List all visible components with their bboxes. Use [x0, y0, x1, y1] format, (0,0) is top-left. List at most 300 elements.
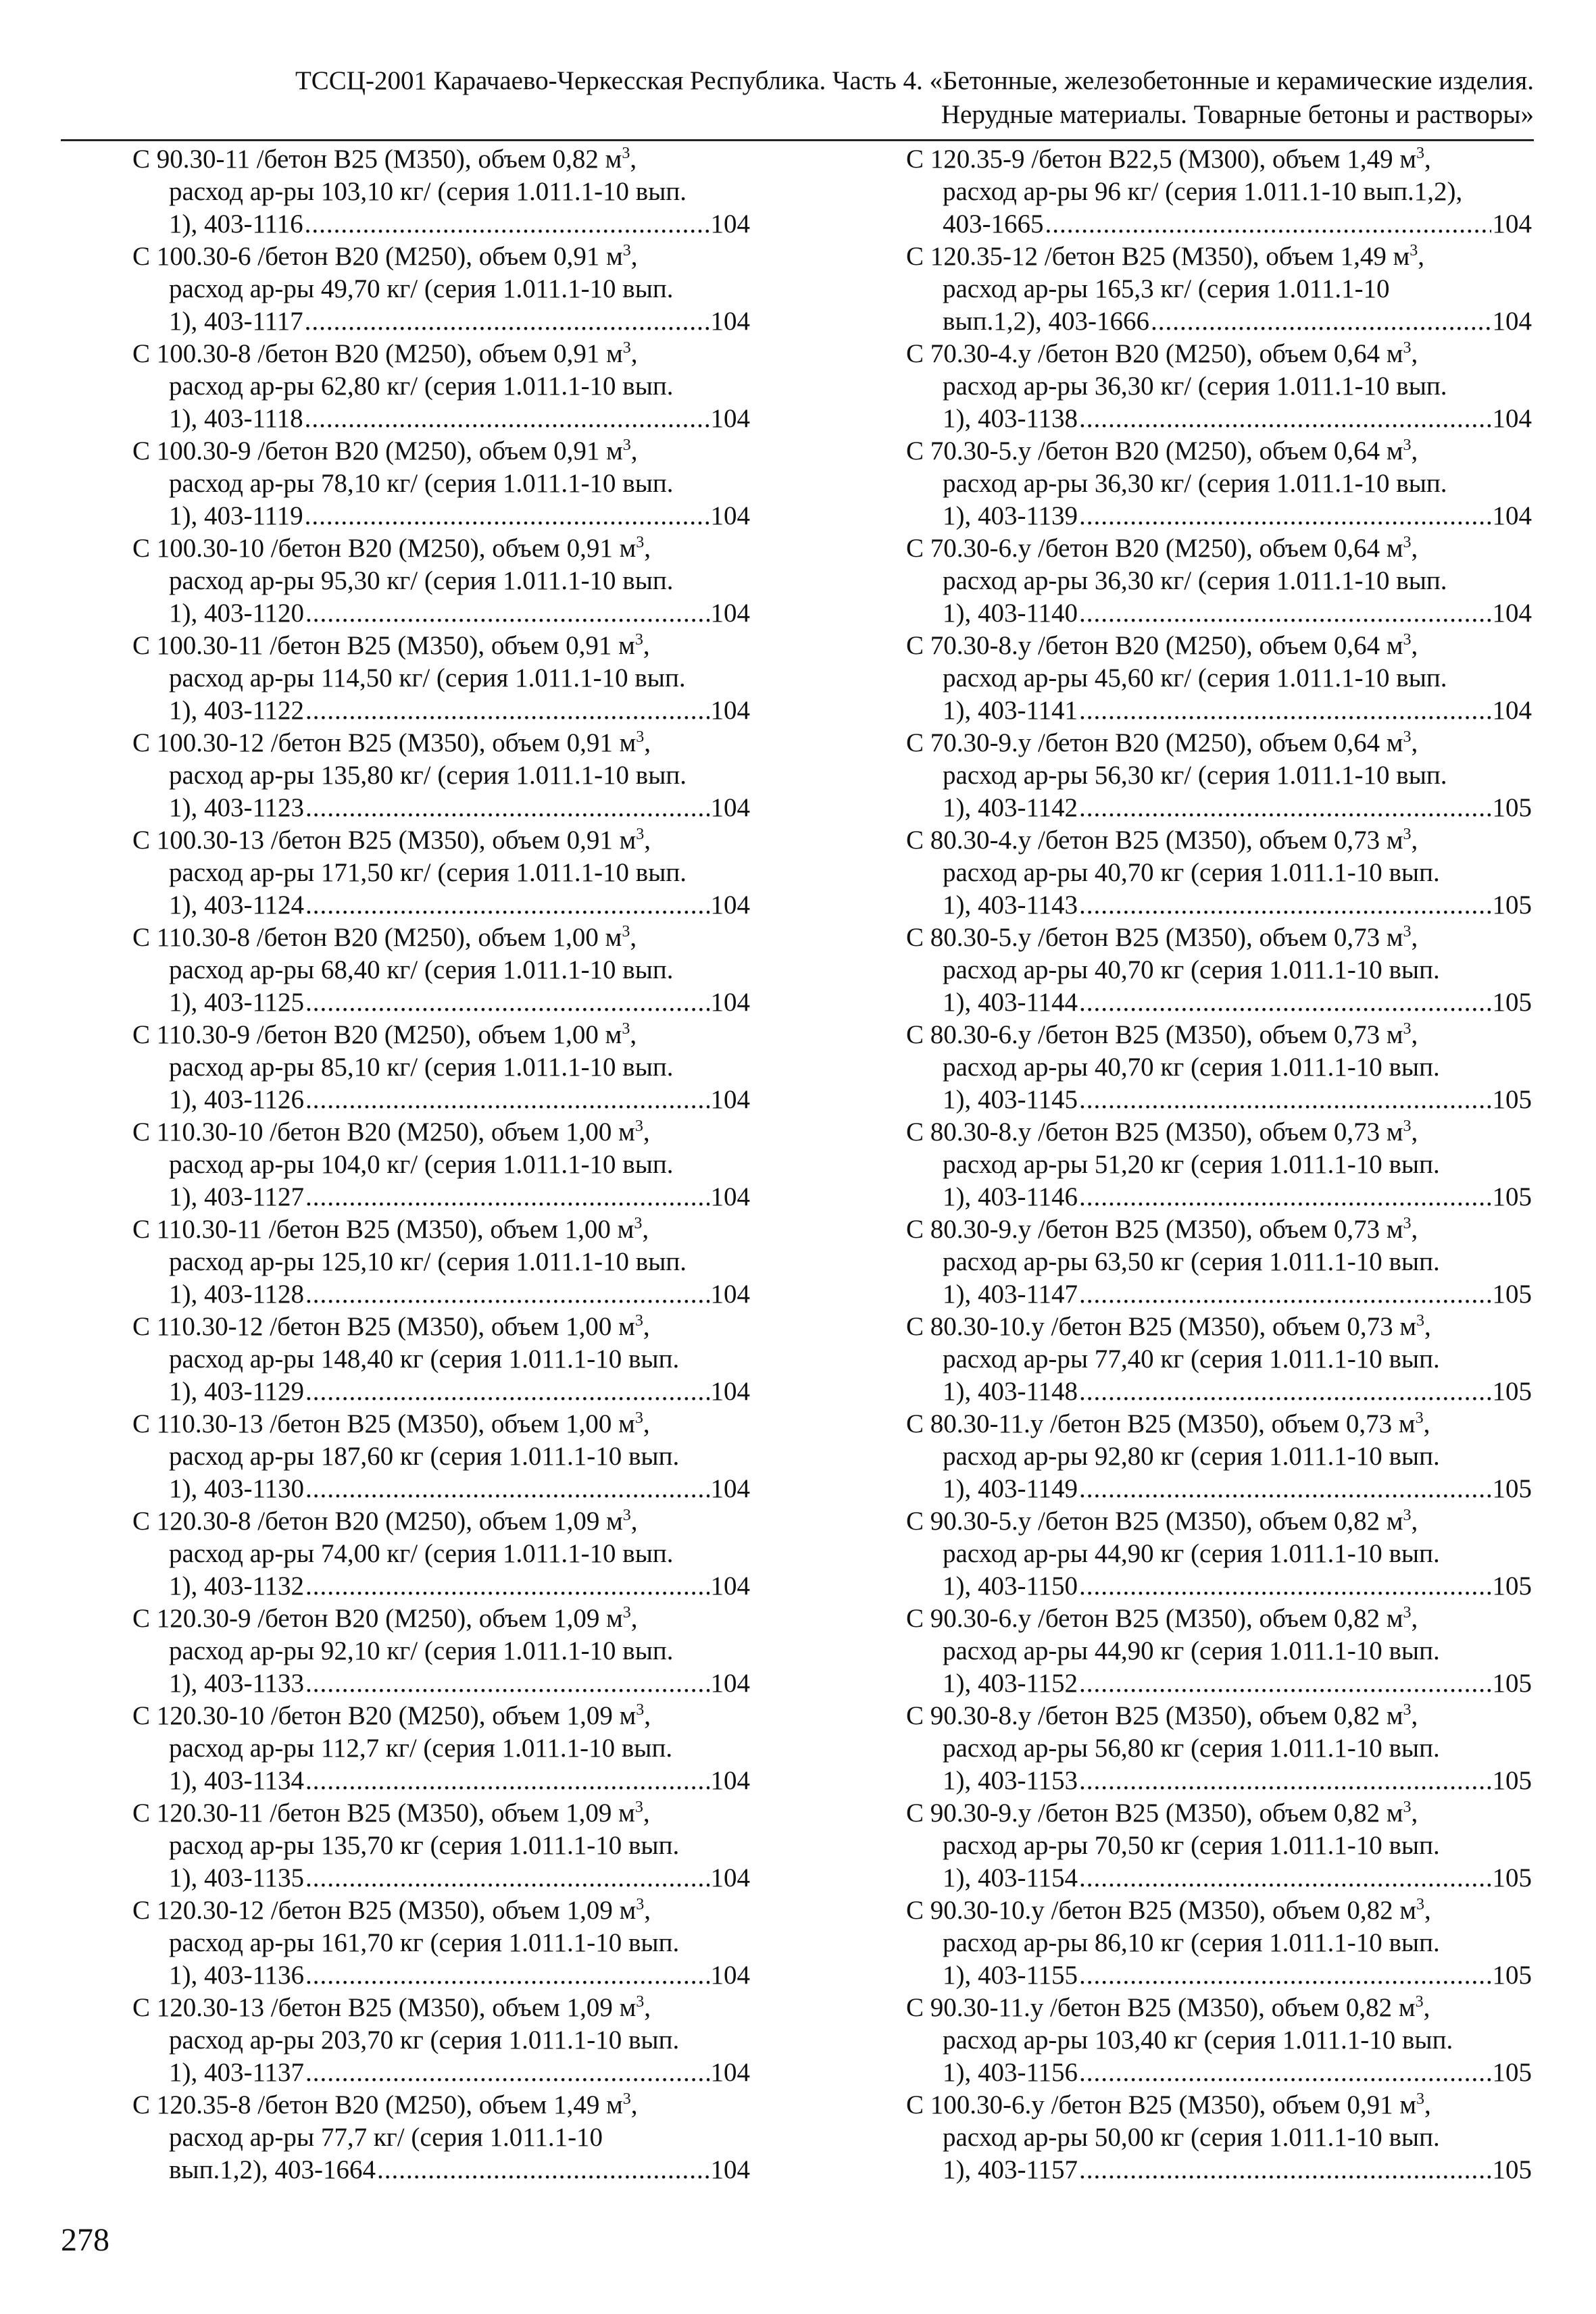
entry-reference-line: [132, 597, 750, 630]
index-entry: [132, 1700, 750, 1797]
entry-code: 1), 403-1118: [169, 404, 303, 433]
entry-title-tail: ,: [1411, 631, 1418, 660]
entry-title-text: С 100.30-11 /бетон В25 (М350), объем 0,91 м: [132, 631, 635, 660]
entry-title-tail: ,: [644, 728, 651, 757]
index-entry: [906, 1992, 1532, 2089]
index-entry: [132, 1603, 750, 1700]
entry-consumption: расход ар-ры 62,80 кг/ (серия 1.011.1-10 вып.: [169, 372, 674, 401]
entry-page-number: 104: [710, 404, 750, 433]
entry-title: [132, 1019, 750, 1051]
cubic-superscript: 3: [1415, 1993, 1424, 2011]
entry-consumption: расход ар-ры 45,60 кг/ (серия 1.011.1-10 вып.: [943, 663, 1447, 693]
entry-title: [906, 1505, 1532, 1538]
cubic-superscript: 3: [1403, 1215, 1412, 1232]
dot-leader: [1079, 1862, 1491, 1894]
entry-title-tail: ,: [1424, 1312, 1431, 1341]
entry-title-tail: ,: [630, 145, 637, 174]
entry-code: вып.1,2), 403-1664: [169, 2155, 376, 2184]
entry-page-number: 104: [710, 209, 750, 238]
entry-reference-line: [132, 305, 750, 338]
cubic-superscript: 3: [1416, 1312, 1424, 1330]
dot-leader: [305, 305, 709, 338]
entry-reference-line: [906, 500, 1532, 532]
index-entry: [132, 1311, 750, 1408]
dot-leader: [1079, 597, 1491, 630]
index-entry: [132, 241, 750, 338]
entry-title: [906, 1603, 1532, 1635]
entry-reference-line: [906, 1959, 1532, 1992]
entry-consumption: расход ар-ры 68,40 кг/ (серия 1.011.1-10 вып.: [169, 955, 674, 984]
entry-page-number: 105: [1492, 1571, 1532, 1601]
entry-code: 403-1665: [943, 209, 1044, 238]
dot-leader: [305, 1570, 709, 1603]
entry-consumption: расход ар-ры 92,80 кг (серия 1.011.1-10 вып.: [943, 1442, 1440, 1471]
entry-reference-line: [132, 2057, 750, 2089]
dot-leader: [1079, 792, 1491, 824]
entry-code: 1), 403-1149: [943, 1474, 1078, 1503]
entry-consumption: расход ар-ры 148,40 кг (серия 1.011.1-10 вып.: [169, 1344, 680, 1374]
index-entry: [906, 1408, 1532, 1505]
entry-consumption: расход ар-ры 161,70 кг (серия 1.011.1-10 вып.: [169, 1928, 680, 1957]
entry-page-number: 104: [1492, 404, 1532, 433]
index-entry: [132, 1116, 750, 1213]
entry-reference-line: [132, 1278, 750, 1311]
index-entry: [132, 143, 750, 241]
dot-leader: [305, 1181, 709, 1213]
cubic-superscript: 3: [1403, 826, 1412, 843]
entry-page-number: 104: [710, 1571, 750, 1601]
entry-page-number: 104: [710, 1863, 750, 1892]
entry-code: 1), 403-1143: [943, 890, 1078, 920]
dot-leader: [1079, 986, 1491, 1019]
dot-leader: [1151, 305, 1491, 338]
entry-title-tail: ,: [630, 2090, 638, 2119]
entry-page-number: 104: [710, 1280, 750, 1309]
entry-consumption: расход ар-ры 56,30 кг/ (серия 1.011.1-10 вып.: [943, 761, 1447, 790]
entry-title-tail: ,: [1411, 436, 1418, 466]
entry-code: 1), 403-1132: [169, 1571, 305, 1601]
index-entry: [132, 2089, 750, 2186]
cubic-superscript: 3: [1403, 1604, 1412, 1621]
entry-title: [906, 1992, 1532, 2024]
cubic-superscript: 3: [622, 923, 630, 940]
index-entry: [906, 2089, 1532, 2186]
entry-title-text: С 90.30-6.у /бетон В25 (М350), объем 0,82 м: [906, 1604, 1403, 1633]
entry-title: [906, 1311, 1532, 1343]
index-entry: [906, 1505, 1532, 1603]
header-divider: [61, 139, 1534, 141]
entry-reference-line: [132, 1959, 750, 1992]
cubic-superscript: 3: [636, 1993, 645, 2011]
entry-page-number: 104: [710, 1377, 750, 1406]
page-number: 278: [61, 2222, 109, 2258]
entry-code: 1), 403-1120: [169, 599, 305, 628]
cubic-superscript: 3: [634, 1215, 643, 1232]
entry-title-tail: ,: [644, 1701, 651, 1730]
entry-code: 1), 403-1142: [943, 793, 1078, 822]
cubic-superscript: 3: [1416, 2090, 1424, 2108]
index-entry: [132, 1505, 750, 1603]
cubic-superscript: 3: [1416, 1896, 1424, 1913]
entry-code: 1), 403-1140: [943, 599, 1078, 628]
entry-title: [132, 1894, 750, 1927]
entry-consumption: расход ар-ры 104,0 кг/ (серия 1.011.1-10 вып.: [169, 1150, 674, 1179]
entry-code: 1), 403-1145: [943, 1085, 1078, 1114]
entry-code: 1), 403-1129: [169, 1377, 305, 1406]
entry-title-tail: ,: [630, 1604, 638, 1633]
cubic-superscript: 3: [634, 631, 643, 649]
dot-leader: [305, 986, 709, 1019]
entry-code: 1), 403-1130: [169, 1474, 305, 1503]
index-entry: [906, 630, 1532, 727]
entry-reference-line: [906, 1376, 1532, 1408]
cubic-superscript: 3: [622, 2090, 631, 2108]
cubic-superscript: 3: [622, 436, 631, 454]
dot-leader: [1079, 1473, 1491, 1505]
entry-consumption: расход ар-ры 44,90 кг (серия 1.011.1-10 вып.: [943, 1636, 1440, 1665]
cubic-superscript: 3: [636, 1896, 645, 1913]
entry-consumption: расход ар-ры 44,90 кг (серия 1.011.1-10 вып.: [943, 1539, 1440, 1568]
entry-page-number: 104: [710, 1961, 750, 1990]
entry-title-tail: ,: [630, 242, 638, 271]
entry-page-number: 104: [1492, 501, 1532, 530]
entry-reference-line: [906, 792, 1532, 824]
cubic-superscript: 3: [622, 1604, 631, 1621]
entry-title-tail: ,: [1423, 1993, 1430, 2022]
entry-title: [906, 1700, 1532, 1732]
entry-reference-line: [132, 1667, 750, 1700]
cubic-superscript: 3: [622, 1020, 630, 1038]
entry-reference-line: [132, 1570, 750, 1603]
dot-leader: [305, 1862, 709, 1894]
entry-consumption: расход ар-ры 114,50 кг/ (серия 1.011.1-10 вып.: [169, 663, 686, 693]
entry-code: 1), 403-1125: [169, 988, 305, 1017]
entry-code: 1), 403-1128: [169, 1280, 305, 1309]
entry-title-text: С 90.30-11 /бетон В25 (М350), объем 0,82 м: [132, 145, 622, 174]
entry-title: [906, 241, 1532, 273]
cubic-superscript: 3: [1403, 1799, 1412, 1816]
entry-consumption: расход ар-ры 70,50 кг (серия 1.011.1-10 вып.: [943, 1831, 1440, 1860]
index-entry: [132, 435, 750, 532]
entry-page-number: 104: [1492, 599, 1532, 628]
dot-leader: [1045, 208, 1491, 241]
index-entry: [906, 1797, 1532, 1894]
entry-reference-line: [132, 792, 750, 824]
index-entry: [906, 1311, 1532, 1408]
entry-code: 1), 403-1141: [943, 696, 1078, 725]
entry-page-number: 104: [710, 501, 750, 530]
entry-page-number: 105: [1492, 1863, 1532, 1892]
entry-title-text: С 80.30-6.у /бетон В25 (М350), объем 0,73 м: [906, 1020, 1403, 1049]
entry-title-text: С 80.30-8.у /бетон В25 (М350), объем 0,73 м: [906, 1117, 1403, 1147]
cubic-superscript: 3: [634, 1799, 643, 1816]
entry-title-tail: ,: [1411, 534, 1418, 563]
entry-consumption: расход ар-ры 92,10 кг/ (серия 1.011.1-10 вып.: [169, 1636, 674, 1665]
entry-title-tail: ,: [1411, 1799, 1418, 1828]
entry-title: [906, 824, 1532, 857]
index-entry: [132, 630, 750, 727]
entry-title-text: С 100.30-8 /бетон В20 (М250), объем 0,91 м: [132, 339, 623, 368]
entry-title: [906, 143, 1532, 176]
index-entry: [132, 338, 750, 435]
cubic-superscript: 3: [1410, 242, 1418, 259]
entry-reference-line: [132, 208, 750, 241]
entry-page-number: 105: [1492, 1182, 1532, 1211]
index-entry: [906, 1019, 1532, 1116]
entry-consumption: расход ар-ры 85,10 кг/ (серия 1.011.1-10 вып.: [169, 1053, 674, 1082]
index-entry: [132, 1019, 750, 1116]
entry-title-text: С 120.35-8 /бетон В20 (М250), объем 1,49 м: [132, 2090, 623, 2119]
entry-title: [132, 824, 750, 857]
entry-page-number: 105: [1492, 1474, 1532, 1503]
dot-leader: [377, 2154, 709, 2186]
entry-title-text: С 90.30-9.у /бетон В25 (М350), объем 0,82 м: [906, 1799, 1403, 1828]
entry-title-tail: ,: [630, 339, 638, 368]
entry-reference-line: [132, 1084, 750, 1116]
entry-consumption: расход ар-ры 36,30 кг/ (серия 1.011.1-10 вып.: [943, 372, 1447, 401]
entry-page-number: 105: [1492, 1766, 1532, 1795]
entry-page-number: 104: [710, 793, 750, 822]
entry-page-number: 105: [1492, 1669, 1532, 1698]
index-column-left: [132, 143, 750, 2186]
entry-title-text: С 100.30-12 /бетон В25 (М350), объем 0,91 м: [132, 728, 637, 757]
entry-reference-line: [132, 1765, 750, 1797]
entry-page-number: 104: [1492, 307, 1532, 336]
entry-reference-line: [906, 1473, 1532, 1505]
entry-consumption: расход ар-ры 40,70 кг (серия 1.011.1-10 вып.: [943, 1053, 1440, 1082]
cubic-superscript: 3: [1416, 145, 1424, 162]
entry-title-tail: ,: [1411, 1507, 1418, 1536]
entry-title: [132, 241, 750, 273]
entry-title: [906, 532, 1532, 565]
entry-title-text: С 70.30-8.у /бетон В20 (М250), объем 0,64 м: [906, 631, 1403, 660]
entry-code: 1), 403-1136: [169, 1961, 305, 1990]
entry-title-tail: ,: [1411, 339, 1418, 368]
entry-reference-line: [906, 1278, 1532, 1311]
cubic-superscript: 3: [1403, 631, 1412, 649]
entry-title: [132, 1408, 750, 1440]
dot-leader: [1079, 403, 1491, 435]
entry-title-tail: ,: [1424, 1896, 1431, 1925]
entry-code: 1), 403-1124: [169, 890, 305, 920]
entry-consumption: расход ар-ры 40,70 кг (серия 1.011.1-10 вып.: [943, 955, 1440, 984]
entry-consumption: расход ар-ры 77,7 кг/ (серия 1.011.1-10: [169, 2123, 603, 2152]
cubic-superscript: 3: [1415, 1409, 1424, 1427]
entry-title-text: С 110.30-10 /бетон В20 (М250), объем 1,00 м: [132, 1117, 635, 1147]
entry-reference-line: [906, 208, 1532, 241]
entry-title-tail: ,: [1411, 1020, 1418, 1049]
entry-code: 1), 403-1135: [169, 1863, 305, 1892]
entry-title-tail: ,: [1424, 2090, 1431, 2119]
entry-title: [906, 727, 1532, 759]
entry-title-tail: ,: [643, 1799, 650, 1828]
entry-consumption: расход ар-ры 86,10 кг (серия 1.011.1-10 вып.: [943, 1928, 1440, 1957]
entry-title-tail: ,: [642, 1215, 649, 1244]
entry-reference-line: [132, 695, 750, 727]
cubic-superscript: 3: [636, 1701, 645, 1719]
entry-code: 1), 403-1156: [943, 2058, 1078, 2087]
entry-title-tail: ,: [1411, 1117, 1418, 1147]
entry-code: 1), 403-1154: [943, 1863, 1078, 1892]
entry-code: 1), 403-1139: [943, 501, 1078, 530]
index-entry: [906, 143, 1532, 241]
index-entry: [906, 1213, 1532, 1311]
entry-title-text: С 120.30-10 /бетон В20 (М250), объем 1,09 м: [132, 1701, 637, 1730]
entry-title-text: С 90.30-5.у /бетон В25 (М350), объем 0,82 м: [906, 1507, 1403, 1536]
entry-reference-line: [906, 305, 1532, 338]
entry-code: 1), 403-1146: [943, 1182, 1078, 1211]
page-header: [61, 64, 1534, 132]
entry-title-tail: ,: [1411, 826, 1418, 855]
cubic-superscript: 3: [636, 826, 645, 843]
entry-title-text: С 120.30-11 /бетон В25 (М350), объем 1,09 м: [132, 1799, 635, 1828]
index-entry: [132, 824, 750, 922]
entry-page-number: 104: [710, 1182, 750, 1211]
entry-title-tail: ,: [1418, 242, 1424, 271]
dot-leader: [1079, 500, 1491, 532]
dot-leader: [1079, 1570, 1491, 1603]
entry-consumption: расход ар-ры 125,10 кг/ (серия 1.011.1-10 вып.: [169, 1247, 687, 1276]
entry-consumption: расход ар-ры 74,00 кг/ (серия 1.011.1-10 вып.: [169, 1539, 674, 1568]
index-entry: [132, 1408, 750, 1505]
cubic-superscript: 3: [1403, 436, 1412, 454]
cubic-superscript: 3: [1403, 1701, 1412, 1719]
index-entry: [906, 922, 1532, 1019]
entry-consumption: расход ар-ры 36,30 кг/ (серия 1.011.1-10 вып.: [943, 566, 1447, 595]
entry-page-number: 105: [1492, 2058, 1532, 2087]
entry-title-text: С 120.35-9 /бетон В22,5 (М300), объем 1,49 м: [906, 145, 1416, 174]
header-line-2: Нерудные материалы. Товарные бетоны и растворы»: [941, 100, 1534, 129]
cubic-superscript: 3: [634, 1312, 643, 1330]
entry-reference-line: [132, 889, 750, 922]
entry-title-text: С 90.30-11.у /бетон В25 (М350), объем 0,82 м: [906, 1993, 1416, 2022]
dot-leader: [1079, 1667, 1491, 1700]
entry-title: [906, 630, 1532, 662]
entry-reference-line: [906, 1765, 1532, 1797]
entry-title-tail: ,: [630, 1020, 637, 1049]
entry-reference-line: [906, 986, 1532, 1019]
entry-title-text: С 80.30-10.у /бетон В25 (М350), объем 0,73 м: [906, 1312, 1416, 1341]
entry-title: [132, 143, 750, 176]
entry-reference-line: [132, 986, 750, 1019]
index-entry: [132, 532, 750, 630]
entry-title: [132, 922, 750, 954]
entry-title: [906, 1019, 1532, 1051]
entry-code: 1), 403-1148: [943, 1377, 1078, 1406]
entry-page-number: 104: [710, 599, 750, 628]
entry-page-number: 105: [1492, 793, 1532, 822]
entry-title-text: С 100.30-6.у /бетон В25 (М350), объем 0,91 м: [906, 2090, 1416, 2119]
entry-code: 1), 403-1127: [169, 1182, 305, 1211]
entry-page-number: 104: [1492, 209, 1532, 238]
entry-title: [906, 1213, 1532, 1246]
cubic-superscript: 3: [636, 534, 645, 551]
entry-page-number: 104: [710, 988, 750, 1017]
entry-title-text: С 90.30-8.у /бетон В25 (М350), объем 0,82 м: [906, 1701, 1403, 1730]
entry-page-number: 104: [710, 1474, 750, 1503]
entry-consumption: расход ар-ры 103,10 кг/ (серия 1.011.1-10 вып.: [169, 177, 687, 206]
dot-leader: [1079, 1765, 1491, 1797]
entry-title: [132, 1505, 750, 1538]
entry-page-number: 104: [710, 696, 750, 725]
index-entry: [132, 1797, 750, 1894]
entry-title: [906, 922, 1532, 954]
cubic-superscript: 3: [1403, 1507, 1412, 1524]
entry-consumption: расход ар-ры 36,30 кг/ (серия 1.011.1-10 вып.: [943, 469, 1447, 498]
entry-consumption: расход ар-ры 135,80 кг/ (серия 1.011.1-10 вып.: [169, 761, 687, 790]
entry-consumption: расход ар-ры 56,80 кг (серия 1.011.1-10 вып.: [943, 1734, 1440, 1763]
index-entry: [906, 338, 1532, 435]
entry-code: 1), 403-1116: [169, 209, 303, 238]
dot-leader: [305, 1765, 709, 1797]
entry-reference-line: [132, 1473, 750, 1505]
entry-title-text: С 100.30-6 /бетон В20 (М250), объем 0,91 м: [132, 242, 623, 271]
entry-page-number: 104: [710, 1766, 750, 1795]
entry-code: 1), 403-1123: [169, 793, 305, 822]
cubic-superscript: 3: [622, 145, 630, 162]
entry-code: 1), 403-1126: [169, 1085, 305, 1114]
entry-consumption: расход ар-ры 135,70 кг (серия 1.011.1-10 вып.: [169, 1831, 680, 1860]
entry-title: [906, 1797, 1532, 1830]
entry-consumption: расход ар-ры 49,70 кг/ (серия 1.011.1-10 вып.: [169, 274, 674, 303]
entry-reference-line: [906, 403, 1532, 435]
entry-title: [132, 338, 750, 370]
entry-title-text: С 100.30-10 /бетон В20 (М250), объем 0,91 м: [132, 534, 637, 563]
entry-code: 1), 403-1138: [943, 404, 1078, 433]
entry-consumption: расход ар-ры 171,50 кг/ (серия 1.011.1-10 вып.: [169, 858, 687, 887]
dot-leader: [1079, 1181, 1491, 1213]
entry-title-tail: ,: [630, 923, 637, 952]
entry-title-tail: ,: [630, 1507, 638, 1536]
index-entry: [132, 1992, 750, 2089]
entry-title: [906, 2089, 1532, 2121]
entry-code: 1), 403-1122: [169, 696, 305, 725]
dot-leader: [305, 1473, 709, 1505]
dot-leader: [1079, 2154, 1491, 2186]
cubic-superscript: 3: [634, 1409, 643, 1427]
entry-consumption: расход ар-ры 78,10 кг/ (серия 1.011.1-10 вып.: [169, 469, 674, 498]
entry-code: 1), 403-1157: [943, 2155, 1078, 2184]
entry-reference-line: [906, 695, 1532, 727]
dot-leader: [305, 2057, 709, 2089]
entry-title-text: С 100.30-9 /бетон В20 (М250), объем 0,91 м: [132, 436, 623, 466]
entry-consumption: расход ар-ры 96 кг/ (серия 1.011.1-10 вып.1,2),: [943, 177, 1463, 206]
entry-title: [132, 1116, 750, 1149]
entry-title: [906, 1408, 1532, 1440]
entry-reference-line: [906, 1667, 1532, 1700]
entry-page-number: 104: [710, 890, 750, 920]
entry-page-number: 104: [710, 2058, 750, 2087]
entry-title-tail: ,: [644, 534, 651, 563]
entry-title: [132, 1213, 750, 1246]
entry-title-text: С 80.30-11.у /бетон В25 (М350), объем 0,73 м: [906, 1409, 1416, 1438]
entry-title-text: С 90.30-10.у /бетон В25 (М350), объем 0,82 м: [906, 1896, 1416, 1925]
index-entry: [906, 435, 1532, 532]
entry-title-text: С 110.30-9 /бетон В20 (М250), объем 1,00 м: [132, 1020, 622, 1049]
entry-reference-line: [132, 2154, 750, 2186]
cubic-superscript: 3: [1403, 728, 1412, 746]
entry-page-number: 105: [1492, 1280, 1532, 1309]
dot-leader: [1079, 1084, 1491, 1116]
entry-title: [906, 435, 1532, 468]
index-column-right: [906, 143, 1532, 2186]
entry-title-text: С 70.30-6.у /бетон В20 (М250), объем 0,64 м: [906, 534, 1403, 563]
dot-leader: [305, 792, 709, 824]
cubic-superscript: 3: [1403, 923, 1412, 940]
entry-title-text: С 110.30-12 /бетон В25 (М350), объем 1,00 м: [132, 1312, 635, 1341]
entry-title: [132, 1311, 750, 1343]
entry-consumption: расход ар-ры 40,70 кг (серия 1.011.1-10 вып.: [943, 858, 1440, 887]
